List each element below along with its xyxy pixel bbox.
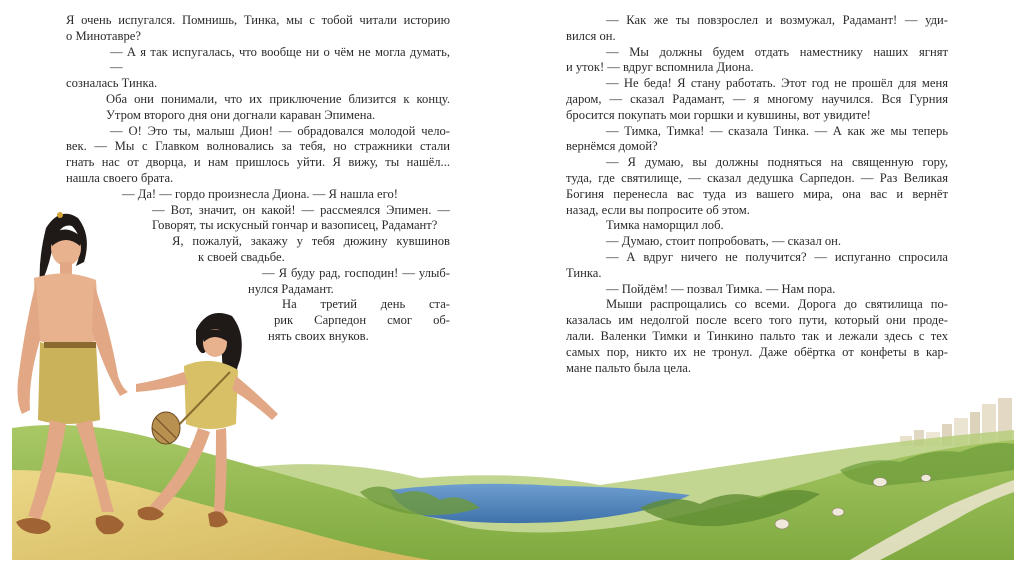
text-line: — Пойдём! — позвал Тимка. — Нам пора. <box>606 281 836 296</box>
text-line: туда, где святилище, — сказал дедушка Сарпедон. — Раз Великая <box>566 170 948 185</box>
text-line: — Думаю, стоит попробовать, — сказал он. <box>606 234 842 249</box>
text-line: — Вот, значит, он какой! — рассмеялся Эпимен. — <box>152 202 450 217</box>
text-line: и уток! — вдруг вспомнила Диона. <box>566 60 754 75</box>
text-line: Утром второго дня они догнали караван Эпимена. <box>106 107 376 122</box>
text-line: о Минотавре? <box>66 28 141 43</box>
text-line: нулся Радамант. <box>248 281 334 296</box>
text-line: — Я буду рад, господин! — улыб- <box>262 265 450 280</box>
text-line: Оба они понимали, что их приключение близится к концу. <box>106 91 450 106</box>
text-line: — А вдруг ничего не получится? — испуганно спросила <box>606 249 948 264</box>
text-line: Говорят, ты искусный гончар и вазописец, Радамант? <box>152 218 438 233</box>
text-line: век. — Мы с Главком волновались за тебя, но стражники стали <box>66 139 450 154</box>
text-line: Богиня перенесла вас туда из вашего мира, она вас и вернёт <box>566 186 948 201</box>
text-line: — Мы должны будем отдать наместнику наших ягнят <box>606 44 948 59</box>
text-line: — О! Это ты, малыш Дион! — обрадовался молодой чело- <box>110 123 450 138</box>
text-line: — Как же ты повзрослел и возмужал, Радамант! — уди- <box>606 13 948 27</box>
text-line: — А я так испугалась, что вообще ни о чём не могла думать, — <box>110 44 450 75</box>
text-line: назад, если вы попросите об этом. <box>566 202 750 217</box>
text-line: — Я думаю, вы должны подняться на священную гору, <box>606 155 948 170</box>
text-line: созналась Тинка. <box>66 76 158 91</box>
text-line: бросится покупать мои горшки и кувшины, вот увидите! <box>566 107 871 122</box>
text-line: даром, — сказал Радамант, — я многому научился. Вся Гурния <box>566 91 948 106</box>
text-line: Тимка наморщил лоб. <box>606 218 724 233</box>
text-line: Я очень испугался. Помнишь, Тинка, мы с тобой читали историю <box>66 13 450 27</box>
text-line: гнать нас от дворца, и нам пришлось уйти. Я вижу, ты нашёл... <box>66 155 450 170</box>
text-line: к своей свадьбе. <box>198 249 285 264</box>
text-line: нашла своего брата. <box>66 170 174 185</box>
text-line: — Да! — гордо произнесла Диона. — Я нашла его! <box>122 186 398 201</box>
text-line: Тинка. <box>566 265 602 280</box>
text-line: мане пальто была цела. <box>566 360 691 375</box>
right-page-text <box>566 13 948 376</box>
text-line: — Не беда! Я стану работать. Этот год не прошёл для меня <box>606 76 948 91</box>
text-line: лали. Валенки Тимки и Тинкино пальто так и лежали здесь с тех <box>566 328 948 343</box>
left-page-text <box>66 13 450 345</box>
text-line: вернёмся домой? <box>566 139 658 154</box>
text-line: самых пор, никто их не тронул. Даже обёртка от конфеты в кар- <box>566 344 948 359</box>
text-line: На третий день ста- <box>282 297 450 312</box>
text-line: Мыши распрощались со всеми. Дорога до святилища по- <box>606 297 948 312</box>
text-line: Я, пожалуй, закажу у тебя дюжину кувшинов <box>172 234 450 249</box>
text-line: рик Сарпедон смог об- <box>274 313 450 328</box>
text-line: вился он. <box>566 28 616 43</box>
text-line: казалась им недолгой после всего того пути, который они проде- <box>566 313 948 328</box>
text-line: — Тимка, Тимка! — сказала Тинка. — А как же мы теперь <box>606 123 948 138</box>
text-line: нять своих внуков. <box>268 328 369 343</box>
